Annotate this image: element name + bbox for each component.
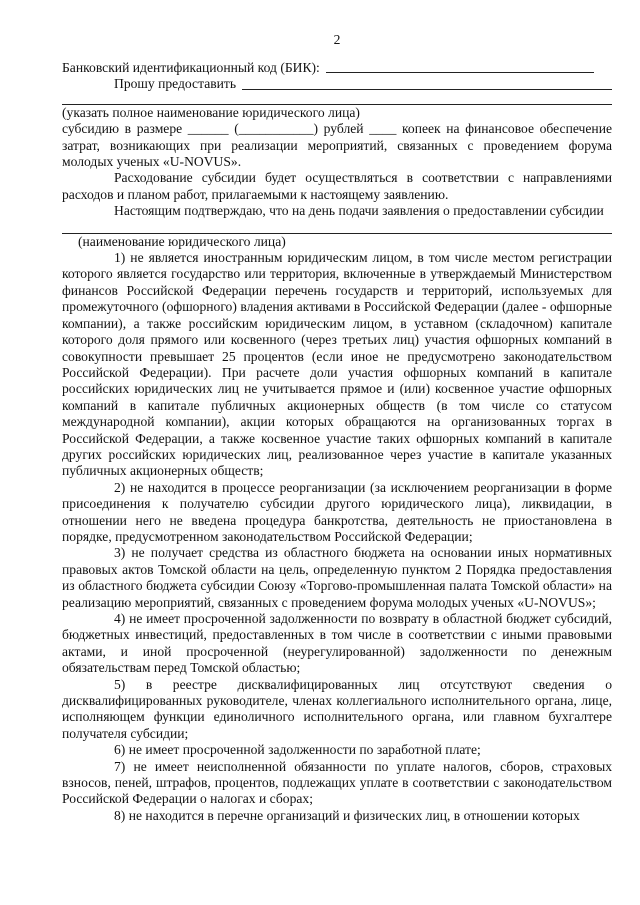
subsidy-words-blank: ___________	[238, 121, 314, 137]
org-name-caption: (наименование юридического лица)	[78, 233, 286, 249]
expense-paragraph: Расходование субсидии будет осуществляться в соответствии с направлениями расходов и планом работ, прилагаемыми к настоящему заявлению.	[62, 170, 612, 202]
org-name-rule	[62, 93, 612, 105]
subsidy-amount-blank: ______	[187, 121, 229, 137]
request-line	[62, 76, 612, 92]
page-number: 2	[333, 32, 341, 47]
bik-blank	[326, 71, 594, 73]
org-name-short-rule	[62, 220, 612, 234]
item-4: 4) не имеет просроченной задолженности по возврату в областной бюджет субсидий, бюджетных инвестиций, предоставленных в том числе в соответствии с иными правовыми актами, и иной просроченной (неурегулированной) задолженности по денежным обязательствам перед Томской областью;	[62, 611, 612, 676]
item-5: 5) в реестре дисквалифицированных лиц отсутствуют сведения о дисквалифицированных руководителе, членах коллегиального исполнительного органа, лице, исполняющем функции единоличного исполнительного органа, или главном бухгалтере получателя субсидии;	[62, 676, 612, 741]
item-2: 2) не находится в процессе реорганизации (за исключением реорганизации в форме присоединения к получателю субсидии другого юридического лица), ликвидации, в отношении него не введена процедура банкротства, деятельность не приостановлена в порядке, предусмотренном законодательством Российской Федерации;	[62, 479, 612, 544]
item-1: 1) не является иностранным юридическим лицом, в том числе местом регистрации которого является государство или территория, включенные в утверждаемый Министерством финансов Российской Федерации перечень государств и территорий, используемых для промежуточного (офшорного) владения активами в Российской Федерации (далее - офшорные компании), а также российским юридическим лицом, в уставном (складочном) капитале которого доля прямого или косвенного (через третьих лиц) участия офшорных компаний в совокупности превышает 25 процентов (если иное не предусмотрено законодательством Российской Федерации). При расчете доли участия офшорных компаний в капитале российских юридических лиц не учитывается прямое и (или) косвенное участие офшорных компаний в капитале публичных акционерных обществ (в том числе со статусом международной компании), акции которых обращаются на организованных торгах в Российской Федерации, а также косвенное участие таких офшорных компаний в капитале других российских юридических лиц, реализованное через участие в капитале указанных публичных акционерных обществ;	[62, 250, 612, 479]
item-7: 7) не имеет неисполненной обязанности по уплате налогов, сборов, страховых взносов, пеней, штрафов, процентов, подлежащих уплате в соответствии с законодательством Российской Федерации о налогах и сборах;	[62, 758, 612, 807]
request-blank	[242, 88, 612, 90]
subsidy-paren: (	[234, 121, 239, 137]
org-caption: (указать полное наименование юридического лица)	[62, 104, 360, 120]
subsidy-rubles: ) рублей	[313, 121, 364, 137]
bik-line	[62, 60, 612, 76]
subsidy-start: субсидию в размере	[62, 121, 183, 137]
subsidy-paragraph	[62, 121, 612, 170]
confirm-paragraph: Настоящим подтверждаю, что на день подачи заявления о предоставлении субсидии	[114, 203, 604, 219]
subsidy-rest: копеек на финансовое обеспечение затрат, возникающих при реализации мероприятий, связанных с проведением форума молодых ученых «U-NOVUS».	[62, 121, 612, 170]
bik-label: Банковский идентификационный код (БИК):	[62, 60, 320, 75]
item-8: 8) не находится в перечне организаций и физических лиц, в отношении которых	[114, 807, 580, 823]
subsidy-kopecks-blank: ____	[369, 121, 397, 137]
request-label: Прошу предоставить	[114, 76, 237, 92]
item-3: 3) не получает средства из областного бюджета на основании иных нормативных правовых актов Томской области на цель, определенную пунктом 2 Порядка предоставления из областного бюджета субсидии Союзу «Торгово-промышленная палата Томской области» на реализацию мероприятий, связанных с проведением форума молодых ученых «U-NOVUS»;	[62, 545, 612, 610]
item-6: 6) не имеет просроченной задолженности по заработной плате;	[114, 742, 481, 758]
